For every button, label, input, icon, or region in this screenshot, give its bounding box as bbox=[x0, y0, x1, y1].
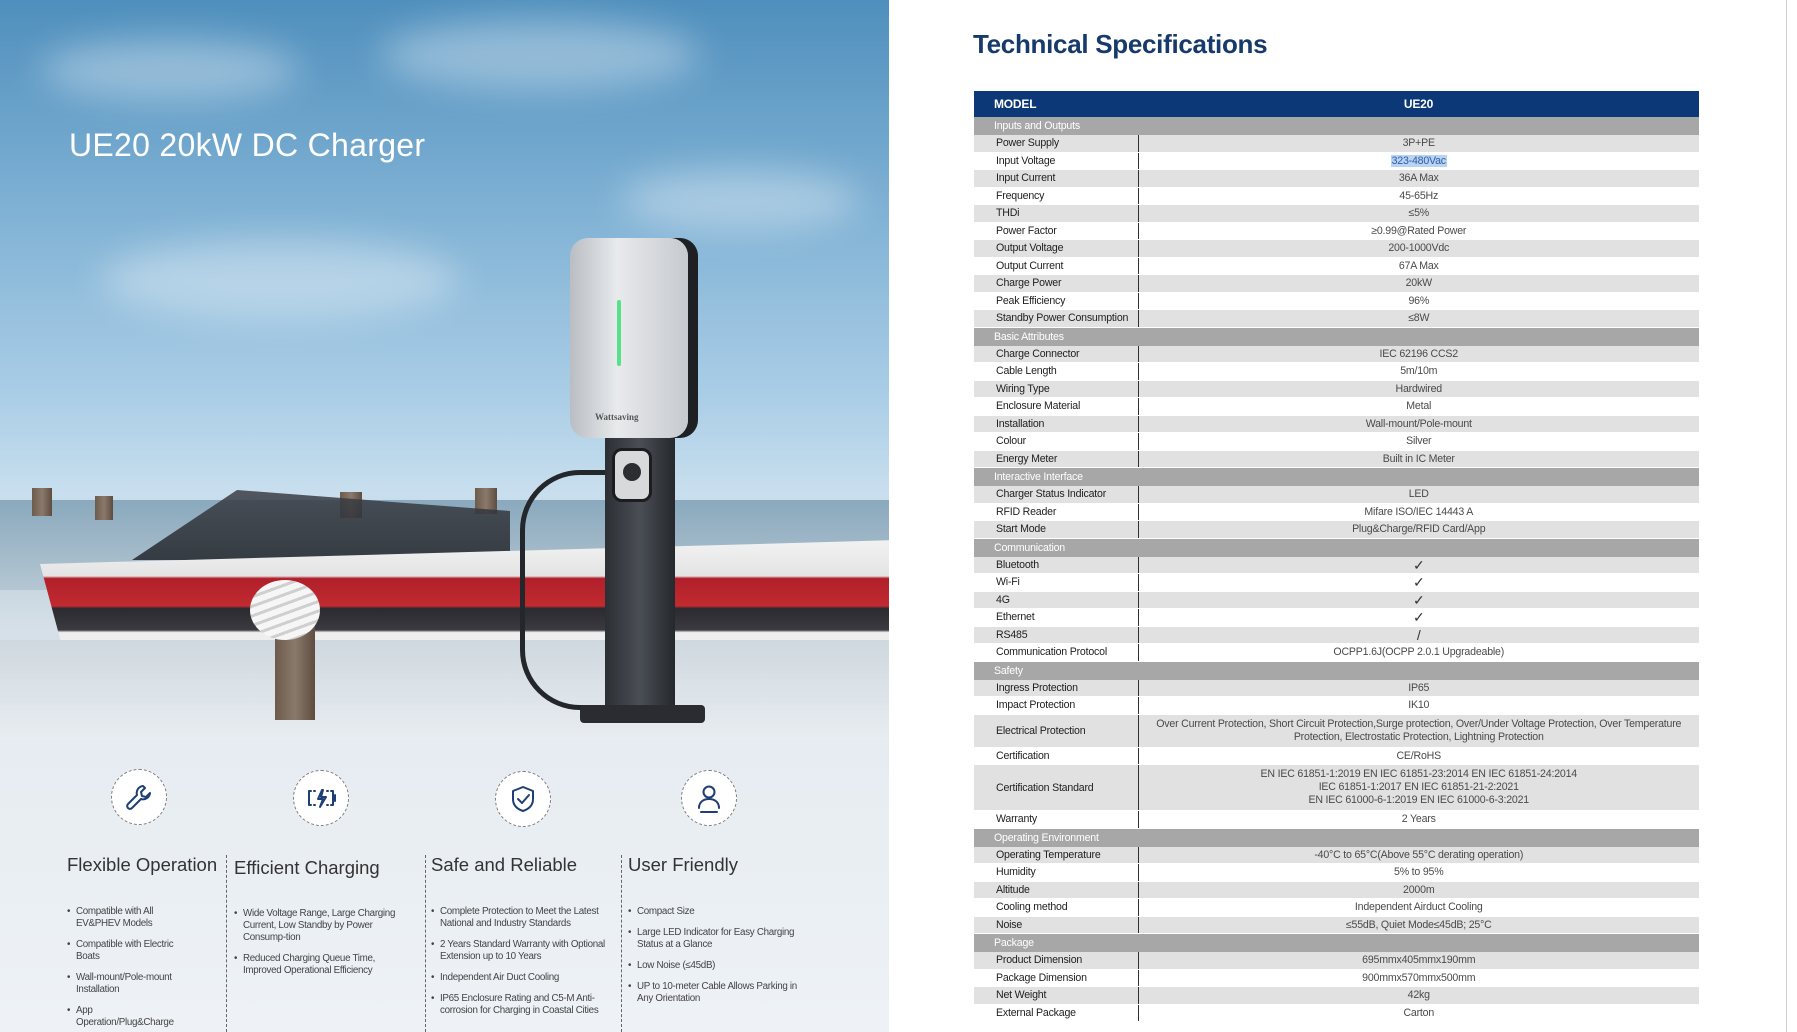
cloud-shape bbox=[100, 240, 460, 320]
feature-list-efficient bbox=[233, 908, 413, 986]
spec-key: Ethernet bbox=[974, 609, 1138, 627]
spec-key: Certification Standard bbox=[974, 765, 1138, 811]
list-item: • IP65 Enclosure Rating and C5-M Anti-corrosion for Charging in Coastal Cities bbox=[430, 993, 605, 1017]
spec-key: Bluetooth bbox=[974, 557, 1138, 574]
section-label: Basic Attributes bbox=[974, 327, 1699, 346]
spec-key: Colour bbox=[974, 433, 1138, 451]
table-row bbox=[974, 1004, 1699, 1022]
list-item: • Compatible with All EV&PHEV Models bbox=[66, 906, 176, 930]
table-row bbox=[974, 152, 1699, 170]
spec-section-header bbox=[974, 327, 1699, 346]
section-label: Interactive Interface bbox=[974, 468, 1699, 487]
section-label: Communication bbox=[974, 538, 1699, 557]
wrench-icon bbox=[111, 769, 167, 825]
spec-value: CE/RoHS bbox=[1138, 747, 1699, 765]
spec-value: 900mmx570mmx500mm bbox=[1138, 969, 1699, 987]
table-row bbox=[974, 292, 1699, 310]
table-row bbox=[974, 714, 1699, 747]
section-label: Inputs and Outputs bbox=[974, 117, 1699, 135]
list-item: • Independent Air Duct Cooling bbox=[430, 972, 605, 984]
table-row bbox=[974, 135, 1699, 152]
table-row bbox=[974, 881, 1699, 899]
checkmark-icon: ✓ bbox=[1138, 574, 1699, 592]
spec-key: Altitude bbox=[974, 881, 1138, 899]
spec-value: 2 Years bbox=[1138, 811, 1699, 829]
charger-led-indicator bbox=[617, 300, 621, 366]
table-row bbox=[974, 765, 1699, 811]
table-row bbox=[974, 257, 1699, 275]
feature-title-flexible: Flexible Operation bbox=[67, 854, 218, 875]
list-item: • Wall-mount/Pole-mount Installation bbox=[66, 972, 176, 996]
spec-value: 42kg bbox=[1138, 987, 1699, 1005]
cloud-shape bbox=[380, 20, 700, 90]
column-divider bbox=[425, 855, 426, 1032]
selected-text-highlight: 323-480Vac bbox=[1391, 154, 1446, 167]
cloud-shape bbox=[620, 170, 860, 230]
table-row bbox=[974, 363, 1699, 381]
spec-key: Power Supply bbox=[974, 135, 1138, 152]
table-row bbox=[974, 503, 1699, 521]
table-row bbox=[974, 187, 1699, 205]
spec-value: ≤55dB, Quiet Mode≤45dB; 25°C bbox=[1138, 916, 1699, 934]
table-row bbox=[974, 346, 1699, 363]
spec-value bbox=[1138, 152, 1699, 170]
table-row bbox=[974, 398, 1699, 416]
spec-value: Mifare ISO/IEC 14443 A bbox=[1138, 503, 1699, 521]
spec-section-header bbox=[974, 538, 1699, 557]
spec-value: 5% to 95% bbox=[1138, 864, 1699, 882]
table-row bbox=[974, 847, 1699, 864]
column-divider bbox=[226, 855, 227, 1032]
spec-value: 200-1000Vdc bbox=[1138, 240, 1699, 258]
table-row bbox=[974, 222, 1699, 240]
feature-title-user: User Friendly bbox=[628, 854, 738, 875]
list-item: • Reduced Charging Queue Time, Improved Operational Efficiency bbox=[233, 953, 413, 977]
list-item: • UP to 10-meter Cable Allows Parking in Any Orientation bbox=[627, 981, 802, 1005]
cloud-shape bbox=[40, 40, 300, 100]
feature-list-user bbox=[627, 906, 802, 1014]
checkmark-icon: ✓ bbox=[1138, 609, 1699, 627]
spec-value: Built in IC Meter bbox=[1138, 450, 1699, 468]
spec-key: Warranty bbox=[974, 811, 1138, 829]
spec-value: ≥0.99@Rated Power bbox=[1138, 222, 1699, 240]
table-row bbox=[974, 521, 1699, 539]
spec-key: Operating Temperature bbox=[974, 847, 1138, 864]
spec-title: Technical Specifications bbox=[973, 29, 1268, 59]
spec-key: Product Dimension bbox=[974, 952, 1138, 969]
spec-value: ≤8W bbox=[1138, 310, 1699, 328]
spec-key: External Package bbox=[974, 1004, 1138, 1022]
spec-key: Wi-Fi bbox=[974, 574, 1138, 592]
table-row bbox=[974, 415, 1699, 433]
list-item: • Wide Voltage Range, Large Charging Current, Low Standby by Power Consump-tion bbox=[233, 908, 413, 944]
charging-cable bbox=[520, 470, 615, 710]
table-row bbox=[974, 240, 1699, 258]
spec-value: 67A Max bbox=[1138, 257, 1699, 275]
spec-value: Plug&Charge/RFID Card/App bbox=[1138, 521, 1699, 539]
list-item: • 2 Years Standard Warranty with Optional Extension up to 10 Years bbox=[430, 939, 605, 963]
table-row bbox=[974, 697, 1699, 715]
spec-section-header bbox=[974, 468, 1699, 487]
table-row bbox=[974, 644, 1699, 662]
table-row bbox=[974, 170, 1699, 188]
feature-title-efficient: Efficient Charging bbox=[234, 857, 380, 878]
spec-value: / bbox=[1138, 626, 1699, 644]
spec-key: Standby Power Consumption bbox=[974, 310, 1138, 328]
spec-key: Output Current bbox=[974, 257, 1138, 275]
spec-key: Humidity bbox=[974, 864, 1138, 882]
spec-value: Metal bbox=[1138, 398, 1699, 416]
table-row bbox=[974, 916, 1699, 934]
spec-key: RS485 bbox=[974, 626, 1138, 644]
spec-key: Input Voltage bbox=[974, 152, 1138, 170]
spec-key: Charger Status Indicator bbox=[974, 486, 1138, 503]
spec-key: Start Mode bbox=[974, 521, 1138, 539]
spec-value: 45-65Hz bbox=[1138, 187, 1699, 205]
spec-value: -40°C to 65°C(Above 55°C derating operation) bbox=[1138, 847, 1699, 864]
table-row bbox=[974, 747, 1699, 765]
charger-base bbox=[580, 705, 705, 723]
spec-key: Package Dimension bbox=[974, 969, 1138, 987]
table-row bbox=[974, 811, 1699, 829]
spec-key: Certification bbox=[974, 747, 1138, 765]
list-item: • Compatible with Electric Boats bbox=[66, 939, 176, 963]
spec-value: 695mmx405mmx190mm bbox=[1138, 952, 1699, 969]
column-divider bbox=[621, 855, 622, 1032]
table-row bbox=[974, 557, 1699, 574]
table-row bbox=[974, 433, 1699, 451]
table-row bbox=[974, 450, 1699, 468]
spec-key: Energy Meter bbox=[974, 450, 1138, 468]
spec-value: IK10 bbox=[1138, 697, 1699, 715]
checkmark-icon: ✓ bbox=[1138, 591, 1699, 609]
header-model-label: MODEL bbox=[974, 91, 1138, 117]
spec-key: Output Voltage bbox=[974, 240, 1138, 258]
table-row bbox=[974, 574, 1699, 592]
spec-value: Hardwired bbox=[1138, 380, 1699, 398]
spec-key: Enclosure Material bbox=[974, 398, 1138, 416]
spec-key: Communication Protocol bbox=[974, 644, 1138, 662]
table-row bbox=[974, 609, 1699, 627]
pier-post bbox=[32, 488, 52, 516]
feature-list-flexible bbox=[66, 906, 176, 1032]
table-row bbox=[974, 952, 1699, 969]
spec-key: Charge Connector bbox=[974, 346, 1138, 363]
table-row bbox=[974, 626, 1699, 644]
table-row bbox=[974, 380, 1699, 398]
dock-floor bbox=[0, 640, 889, 740]
spec-value: IEC 62196 CCS2 bbox=[1138, 346, 1699, 363]
table-row bbox=[974, 864, 1699, 882]
list-item: • Compact Size bbox=[627, 906, 802, 918]
list-item: • Low Noise (≤45dB) bbox=[627, 960, 802, 972]
spec-table bbox=[974, 91, 1699, 1022]
spec-value: Silver bbox=[1138, 433, 1699, 451]
spec-key: Peak Efficiency bbox=[974, 292, 1138, 310]
spec-key: Charge Power bbox=[974, 275, 1138, 293]
section-label: Safety bbox=[974, 661, 1699, 680]
spec-value: ≤5% bbox=[1138, 205, 1699, 223]
spec-section-header bbox=[974, 661, 1699, 680]
spec-value: OCPP1.6J(OCPP 2.0.1 Upgradeable) bbox=[1138, 644, 1699, 662]
spec-value: 2000m bbox=[1138, 881, 1699, 899]
spec-value: LED bbox=[1138, 486, 1699, 503]
spec-key: Wiring Type bbox=[974, 380, 1138, 398]
spec-key: Power Factor bbox=[974, 222, 1138, 240]
spec-value: Over Current Protection, Short Circuit Protection,Surge protection, Over/Under Voltage Protection, Over Temperature Protection, Electrostatic Protection, Lightning Protection bbox=[1138, 714, 1699, 747]
spec-key: Cooling method bbox=[974, 899, 1138, 917]
battery-charging-icon bbox=[293, 770, 349, 826]
spec-value: 96% bbox=[1138, 292, 1699, 310]
shield-check-icon bbox=[495, 771, 551, 827]
spec-key: Net Weight bbox=[974, 987, 1138, 1005]
table-row bbox=[974, 899, 1699, 917]
user-icon bbox=[681, 770, 737, 826]
spec-value: EN IEC 61851-1:2019 EN IEC 61851-23:2014 EN IEC 61851-24:2014 IEC 61851-1:2017 EN IEC 61851-21-2:2021 EN IEC 61000-6-1:2019 EN IEC 61000-6-3:2021 bbox=[1138, 765, 1699, 811]
list-item: • App Operation/Plug&Charge bbox=[66, 1005, 176, 1029]
spec-key: Frequency bbox=[974, 187, 1138, 205]
spec-section-header bbox=[974, 934, 1699, 953]
table-row bbox=[974, 969, 1699, 987]
table-row bbox=[974, 205, 1699, 223]
checkmark-icon: ✓ bbox=[1138, 557, 1699, 574]
list-item: • Large LED Indicator for Easy Charging Status at a Glance bbox=[627, 927, 802, 951]
spec-key: THDi bbox=[974, 205, 1138, 223]
spec-value: Wall-mount/Pole-mount bbox=[1138, 415, 1699, 433]
table-row bbox=[974, 310, 1699, 328]
spec-value: 5m/10m bbox=[1138, 363, 1699, 381]
table-row bbox=[974, 486, 1699, 503]
spec-key: Noise bbox=[974, 916, 1138, 934]
spec-value: Independent Airduct Cooling bbox=[1138, 899, 1699, 917]
section-label: Package bbox=[974, 934, 1699, 953]
spec-value: 20kW bbox=[1138, 275, 1699, 293]
product-title: UE20 20kW DC Charger bbox=[69, 127, 426, 163]
header-model-value: UE20 bbox=[1138, 91, 1699, 117]
spec-key: Cable Length bbox=[974, 363, 1138, 381]
spec-section-header bbox=[974, 117, 1699, 135]
spec-header-row bbox=[974, 91, 1699, 117]
spec-key: Impact Protection bbox=[974, 697, 1138, 715]
page-edge-divider bbox=[1786, 0, 1787, 1032]
charger-brand-logo: Wattsaving bbox=[595, 412, 639, 422]
list-item: • Complete Protection to Meet the Latest National and Industry Standards bbox=[430, 906, 605, 930]
spec-section-header bbox=[974, 828, 1699, 847]
charger-holster bbox=[612, 448, 652, 502]
table-row bbox=[974, 680, 1699, 697]
spec-key: Electrical Protection bbox=[974, 714, 1138, 747]
table-row bbox=[974, 987, 1699, 1005]
charger-unit bbox=[570, 238, 688, 438]
rope-coil bbox=[250, 580, 320, 640]
spec-key: Input Current bbox=[974, 170, 1138, 188]
feature-list-safe bbox=[430, 906, 605, 1026]
table-row bbox=[974, 591, 1699, 609]
spec-key: Installation bbox=[974, 415, 1138, 433]
spec-value: IP65 bbox=[1138, 680, 1699, 697]
spec-value: 36A Max bbox=[1138, 170, 1699, 188]
spec-key: Ingress Protection bbox=[974, 680, 1138, 697]
pier-post bbox=[95, 496, 113, 520]
spec-key: RFID Reader bbox=[974, 503, 1138, 521]
hero-panel bbox=[0, 0, 889, 1032]
spec-value: 3P+PE bbox=[1138, 135, 1699, 152]
section-label: Operating Environment bbox=[974, 828, 1699, 847]
spec-key: 4G bbox=[974, 591, 1138, 609]
feature-title-safe: Safe and Reliable bbox=[431, 854, 578, 875]
spec-value: Carton bbox=[1138, 1004, 1699, 1022]
table-row bbox=[974, 275, 1699, 293]
